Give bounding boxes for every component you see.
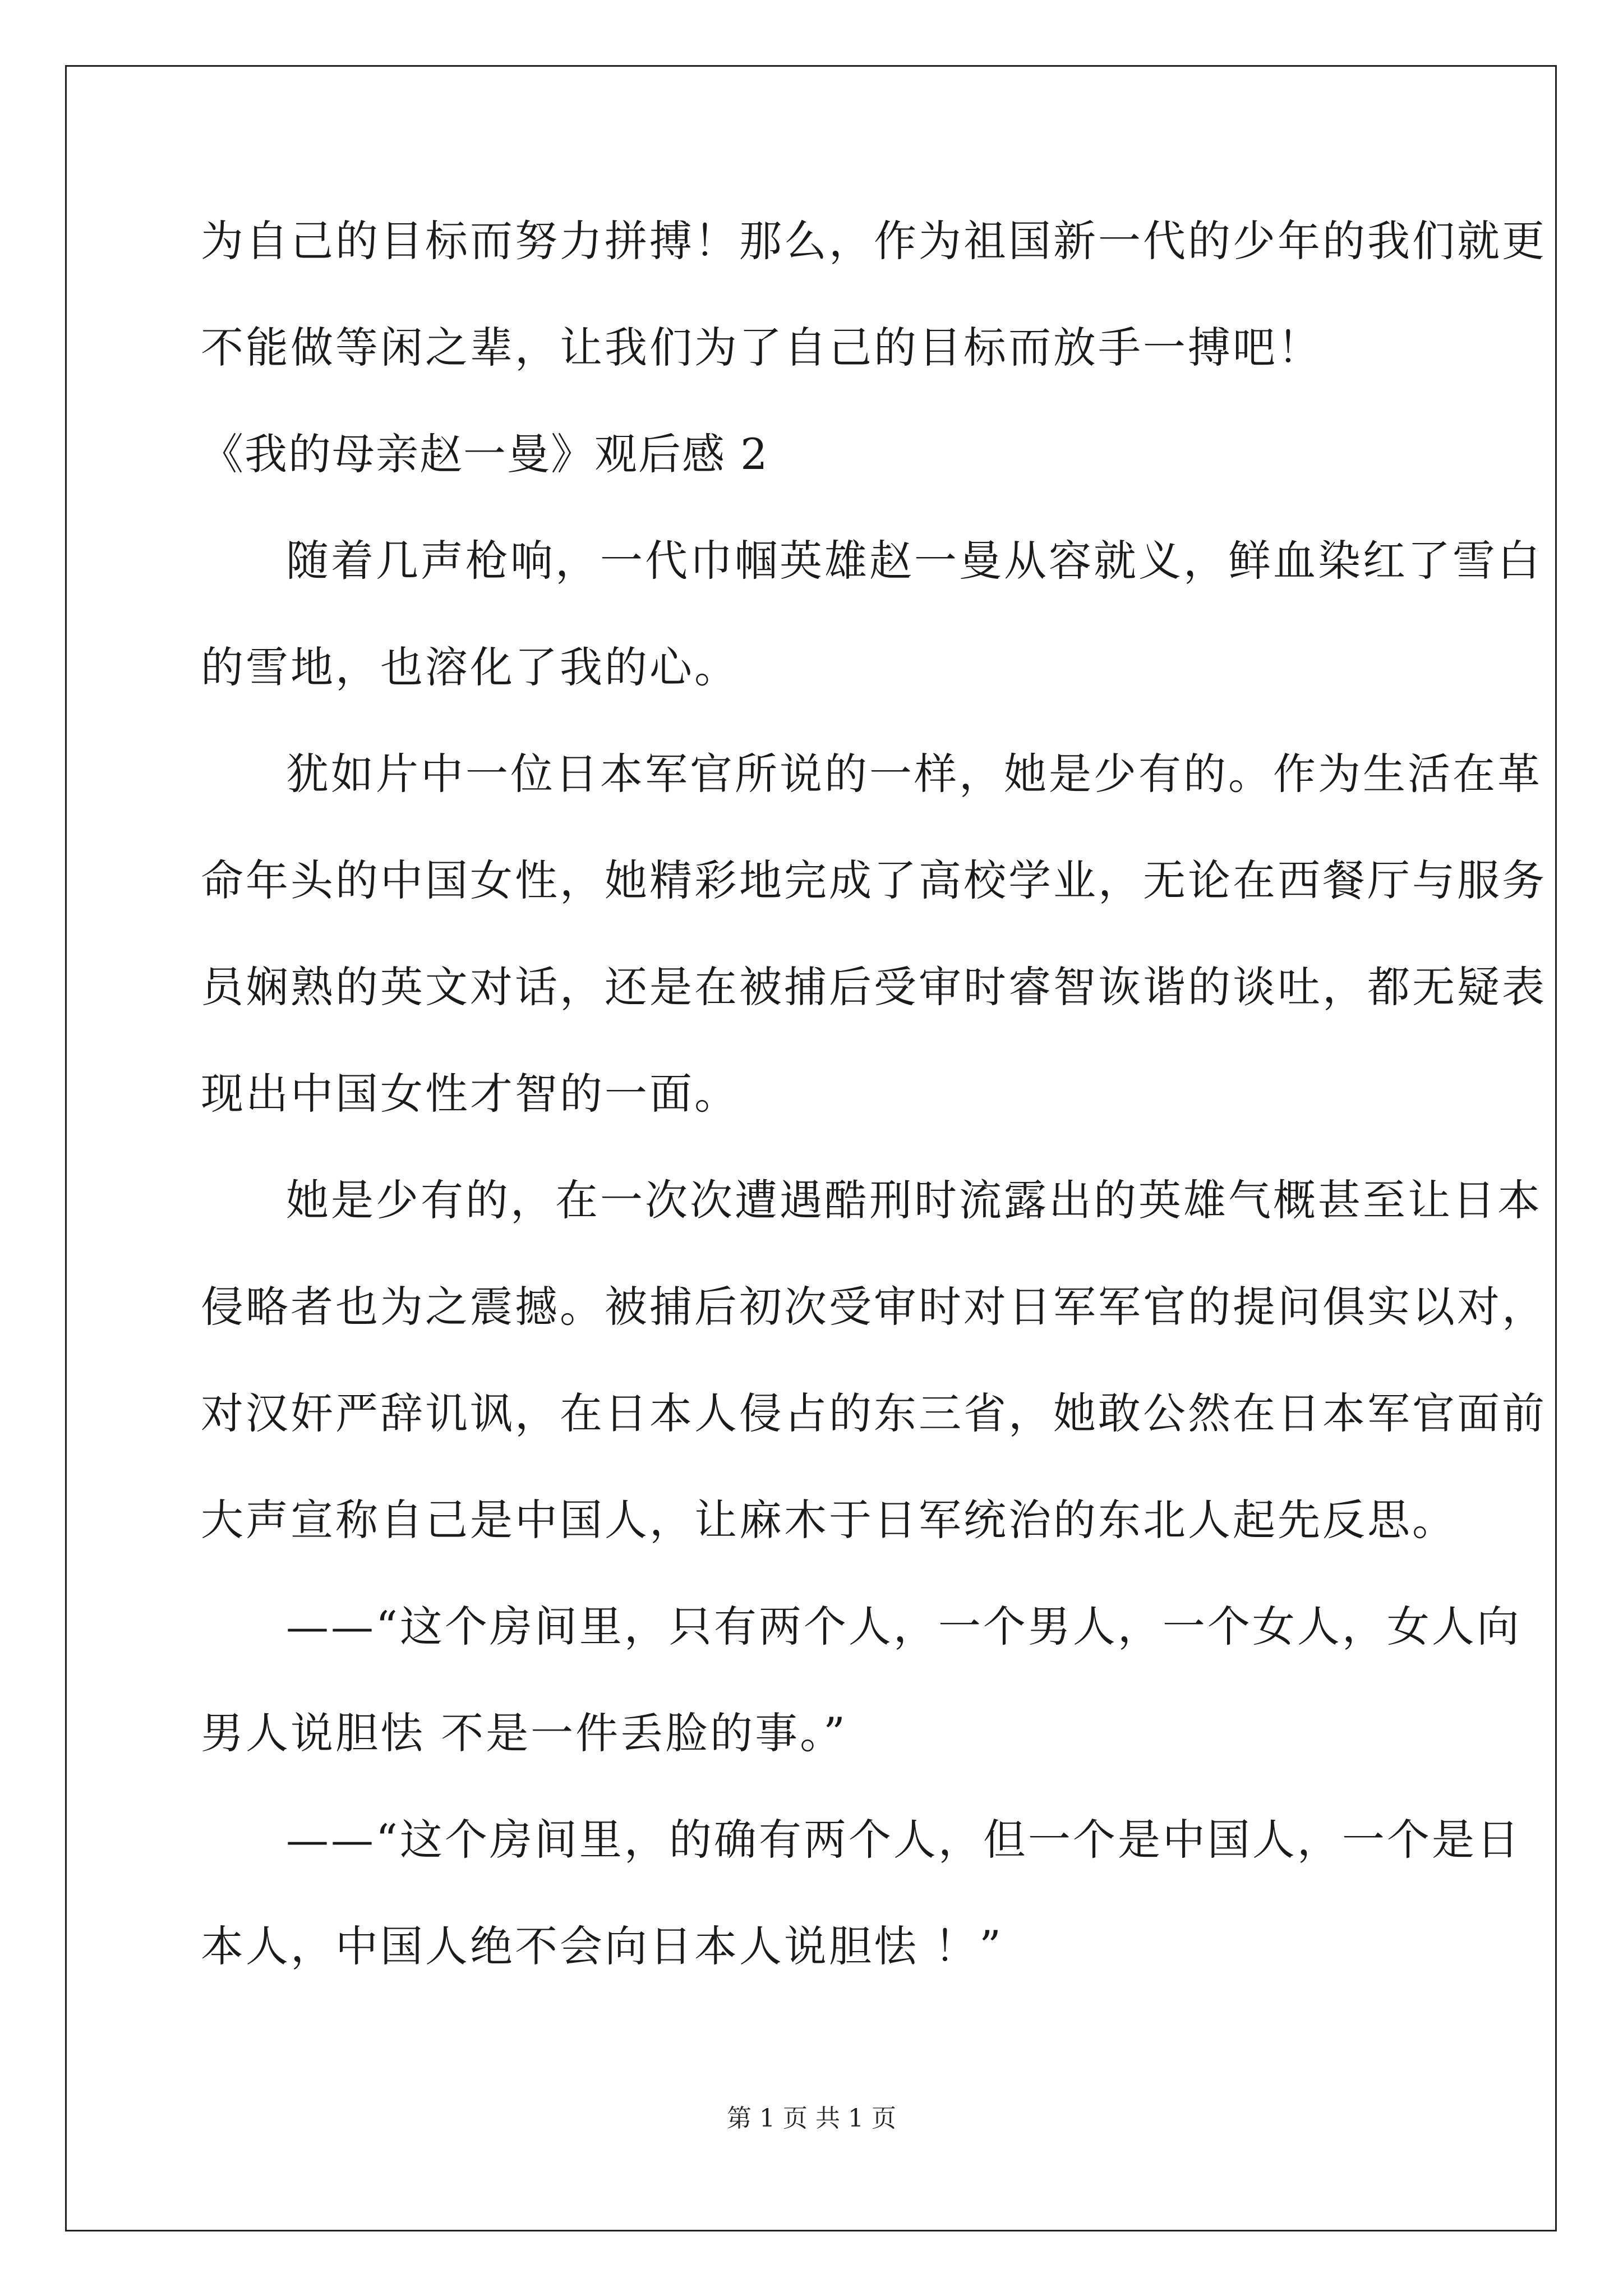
paragraph-start-line: ——“这个房间里，只有两个人，一个男人，一个女人，女人向 xyxy=(286,1602,1521,1651)
paragraph-start-line: ——“这个房间里，的确有两个人，但一个是中国人，一个是日 xyxy=(286,1815,1521,1865)
text-line: 对汉奸严辞讥讽，在日本人侵占的东三省，她敢公然在日本军官面前 xyxy=(201,1388,1547,1438)
text-line: 员娴熟的英文对话，还是在被捕后受审时睿智诙谐的谈吐，都无疑表 xyxy=(201,962,1547,1012)
document-body xyxy=(201,213,1547,2025)
section-title: 《我的母亲赵一曼》观后感 2 xyxy=(201,429,769,479)
text-line: 为自己的目标而努力拼搏！那么，作为祖国新一代的少年的我们就更 xyxy=(201,216,1547,266)
text-line: 男人说胆怯 不是一件丢脸的事。” xyxy=(201,1708,848,1758)
paragraph-start-line: 随着几声枪响，一代巾帼英雄赵一曼从容就义，鲜血染红了雪白 xyxy=(286,536,1542,586)
text-line: 本人，中国人绝不会向日本人说胆怯 ！” xyxy=(201,1921,1004,1971)
text-line: 侵略者也为之震撼。被捕后初次受审时对日军军官的提问俱实以对， xyxy=(201,1282,1547,1332)
paragraph-start-line: 她是少有的，在一次次遭遇酷刑时流露出的英雄气概甚至让日本 xyxy=(286,1175,1542,1225)
text-line: 的雪地，也溶化了我的心。 xyxy=(201,642,739,692)
paragraph-start-line: 犹如片中一位日本军官所说的一样，她是少有的。作为生活在革 xyxy=(286,749,1542,799)
text-line: 现出中国女性才智的一面。 xyxy=(201,1069,739,1119)
text-line: 命年头的中国女性，她精彩地完成了高校学业，无论在西餐厅与服务 xyxy=(201,855,1547,905)
page-footer: 第 1 页 共 1 页 xyxy=(727,2104,896,2133)
text-line: 不能做等闲之辈，让我们为了自己的目标而放手一搏吧！ xyxy=(201,323,1322,372)
text-line: 大声宣称自己是中国人，让麻木于日军统治的东北人起先反思。 xyxy=(201,1495,1457,1545)
